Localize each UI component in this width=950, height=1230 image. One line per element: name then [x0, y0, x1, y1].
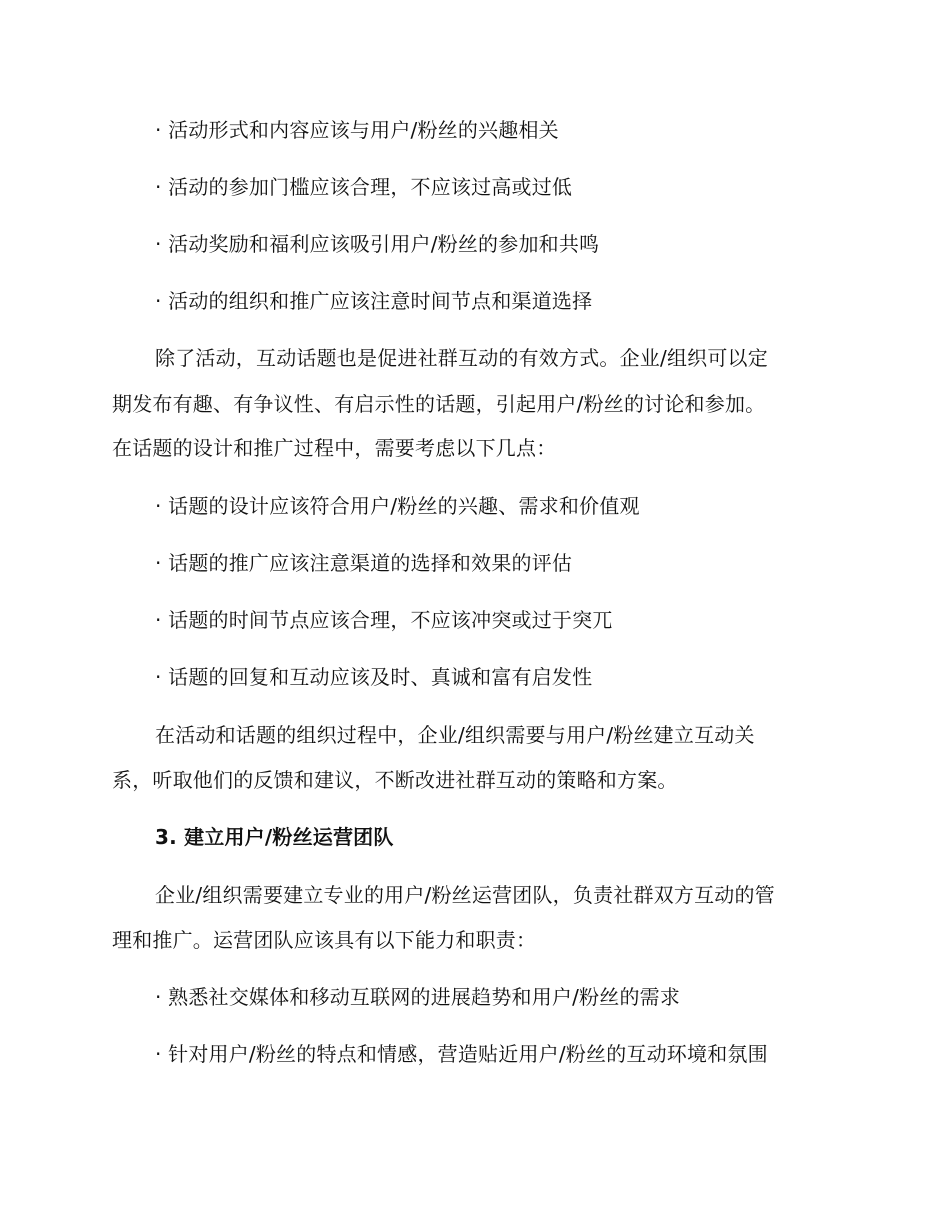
bullet-team-2: · 针对用户/粉丝的特点和情感，营造贴近用户/粉丝的互动环境和氛围 — [155, 1042, 768, 1066]
bullet-activity-3: · 活动奖励和福利应该吸引用户/粉丝的参加和共鸣 — [155, 232, 600, 256]
bullet-activity-2: · 活动的参加门槛应该合理，不应该过高或过低 — [155, 175, 573, 199]
paragraph-relations-line-1: 在活动和话题的组织过程中，企业/组织需要与用户/粉丝建立互动关 — [155, 723, 755, 747]
paragraph-topics-line-1: 除了活动，互动话题也是促进社群互动的有效方式。企业/组织可以定 — [155, 346, 768, 370]
bullet-activity-4: · 活动的组织和推广应该注意时间节点和渠道选择 — [155, 289, 593, 313]
bullet-topic-1: · 话题的设计应该符合用户/粉丝的兴趣、需求和价值观 — [155, 494, 640, 518]
paragraph-topics-line-3: 在话题的设计和推广过程中，需要考虑以下几点： — [112, 436, 557, 460]
bullet-topic-4: · 话题的回复和互动应该及时、真诚和富有启发性 — [155, 665, 593, 689]
paragraph-topics-line-2: 期发布有趣、有争议性、有启示性的话题，引起用户/粉丝的讨论和参加。 — [112, 392, 766, 416]
bullet-topic-3: · 话题的时间节点应该合理，不应该冲突或过于突兀 — [155, 608, 613, 632]
section-heading-3: 3. 建立用户/粉丝运营团队 — [155, 825, 394, 849]
paragraph-team-line-1: 企业/组织需要建立专业的用户/粉丝运营团队，负责社群双方互动的管 — [155, 883, 775, 907]
bullet-topic-2: · 话题的推广应该注意渠道的选择和效果的评估 — [155, 551, 573, 575]
bullet-team-1: · 熟悉社交媒体和移动互联网的进展趋势和用户/粉丝的需求 — [155, 985, 681, 1009]
paragraph-team-line-2: 理和推广。运营团队应该具有以下能力和职责： — [112, 928, 537, 952]
bullet-activity-1: · 活动形式和内容应该与用户/粉丝的兴趣相关 — [155, 118, 559, 142]
paragraph-relations-line-2: 系，听取他们的反馈和建议，不断改进社群互动的策略和方案。 — [112, 768, 678, 792]
